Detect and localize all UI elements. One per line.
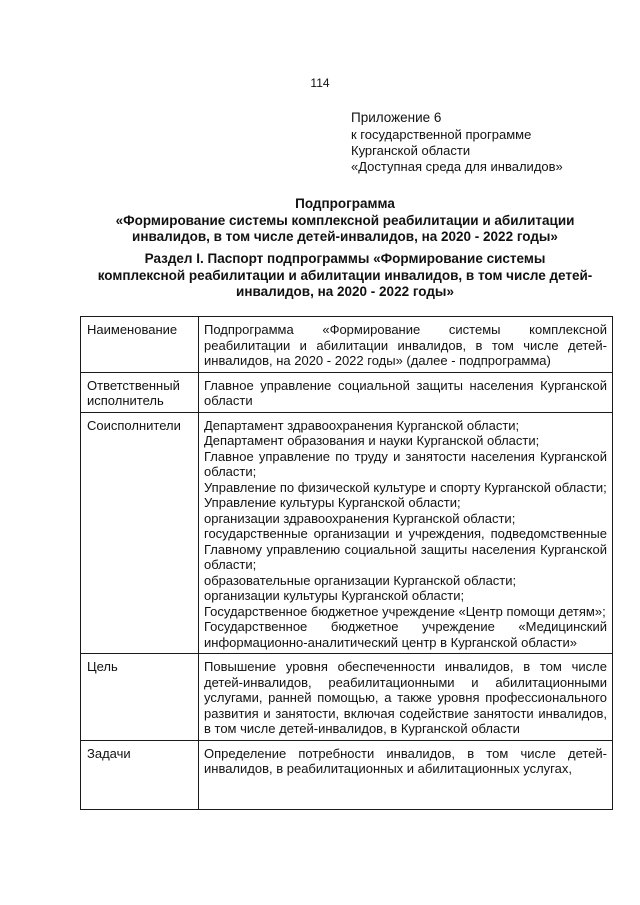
passport-table [80, 316, 613, 810]
title-line: инвалидов, в том числе детей-инвалидов, на 2020 - 2022 годы» [132, 229, 558, 244]
row-value-list [199, 412, 613, 654]
title-line: Подпрограмма [295, 196, 395, 211]
row-label: Соисполнители [81, 412, 199, 654]
table-row [81, 412, 613, 654]
appendix-line: Курганской области [351, 143, 471, 158]
section-line: инвалидов, на 2020 - 2022 годы» [236, 284, 454, 299]
co-executor-item: Государственное бюджетное учреждение «Медицинский информационно-аналитический центр в Курганской области» [204, 619, 607, 650]
section-line: Раздел I. Паспорт подпрограммы «Формирование системы [144, 251, 546, 266]
co-executor-item: образовательные организации Курганской области; [204, 572, 517, 588]
appendix-line: к государственной программе [351, 127, 532, 142]
co-executor-item: организации культуры Курганской области; [204, 588, 465, 603]
appendix-line: «Доступная среда для инвалидов» [351, 159, 563, 174]
co-executor-item: Департамент здравоохранения Курганской области; [204, 417, 520, 433]
row-value: Определение потребности инвалидов, в том числе детей-инвалидов, в реабилитационных и абилитационных услугах, [199, 740, 613, 809]
table-row [81, 654, 613, 741]
row-label: Задачи [81, 740, 199, 809]
row-value: Подпрограмма «Формирование системы комплексной реабилитации и абилитации инвалидов, в том числе детей-инвалидов, на 2020 - 2022 годы» (далее - подпрограмма) [199, 317, 613, 373]
row-label: Наименование [81, 317, 199, 373]
table-row [81, 317, 613, 373]
co-executor-item: Управление культуры Курганской области; [204, 495, 461, 510]
table-row [81, 372, 613, 412]
co-executor-item: Главное управление по труду и занятости населения Курганской области; [204, 448, 607, 479]
table-row [81, 740, 613, 809]
co-executor-item: Государственное бюджетное учреждение «Центр помощи детям»; [204, 603, 606, 619]
section-heading [80, 251, 610, 301]
co-executor-item: организации здравоохранения Курганской области; [204, 510, 516, 526]
section-line: комплексной реабилитации и абилитации инвалидов, в том числе детей- [97, 267, 593, 283]
row-value: Главное управление социальной защиты населения Курганской области [199, 372, 613, 412]
row-value: Повышение уровня обеспеченности инвалидов, в том числе детей-инвалидов, реабилитационными и абилитационными услугами, ранней помощью, а также уровня профессионального развития и занятости, включая содействие занятости инвалидов, в том числе детей-инвалидов, в Курганской области [199, 654, 613, 741]
row-label: Ответственный исполнитель [81, 372, 199, 412]
appendix-header [351, 110, 563, 175]
subprogram-title [80, 196, 610, 246]
appendix-line: Приложение 6 [351, 110, 442, 125]
co-executor-item: государственные организации и учреждения, подведомственные Главному управлению социальной защиты населения Курганской области; [204, 526, 607, 572]
page-number: 114 [310, 76, 330, 90]
row-label: Цель [81, 654, 199, 741]
co-executor-item: Департамент образования и науки Курганской области; [204, 433, 540, 448]
co-executor-item: Управление по физической культуре и спорту Курганской области; [204, 479, 607, 495]
title-line: «Формирование системы комплексной реабилитации и абилитации [115, 212, 575, 228]
